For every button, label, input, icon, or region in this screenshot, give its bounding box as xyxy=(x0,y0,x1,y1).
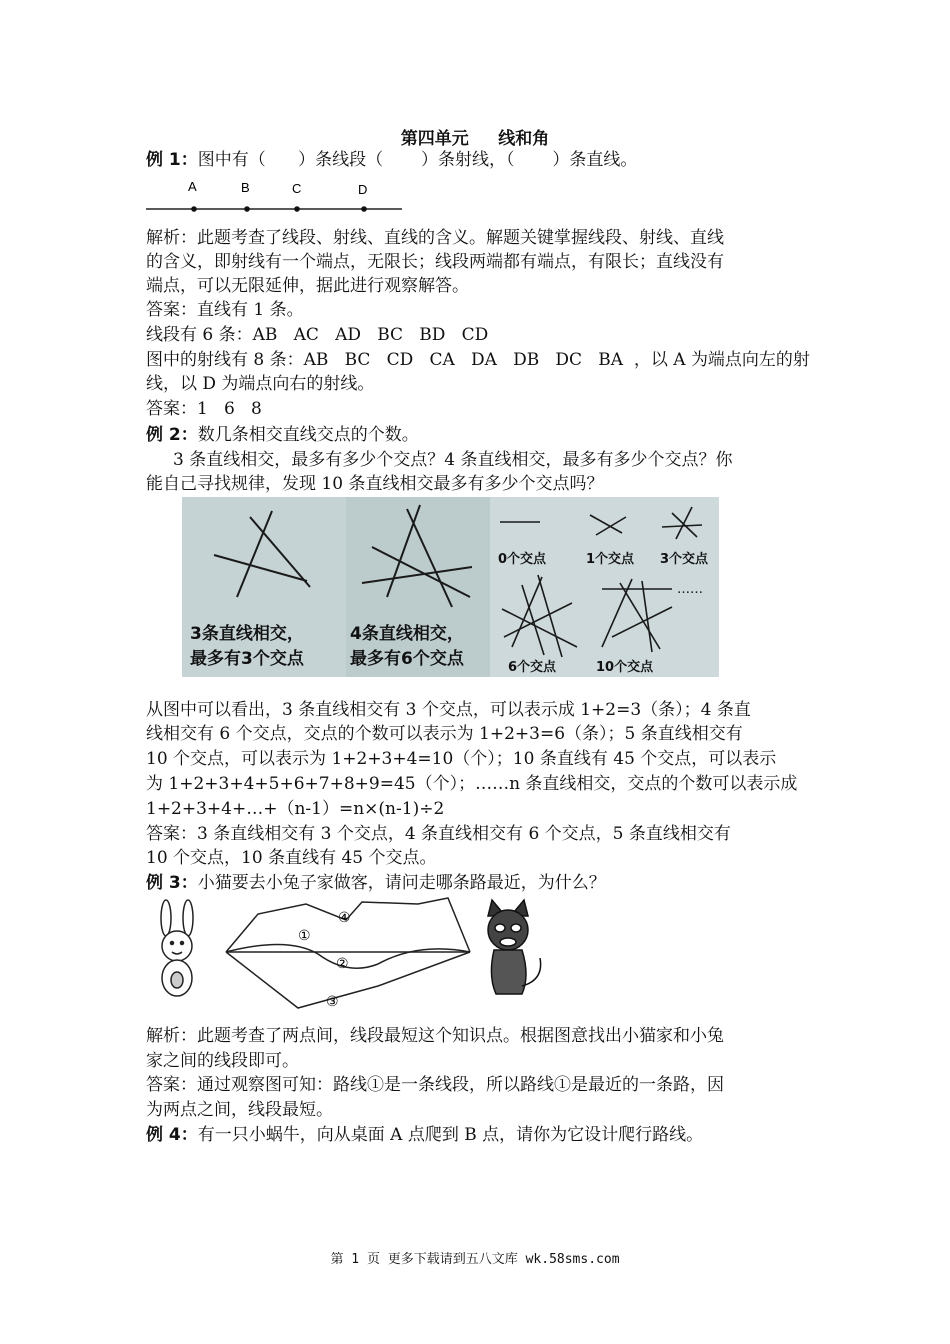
ex2-answer-line: 答案：3 条直线相交有 3 个交点，4 条直线相交有 6 个交点，5 条直线相交有 xyxy=(146,824,731,844)
ex3-label: 例 3： xyxy=(146,873,198,893)
ex1-label: 例 1： xyxy=(146,150,198,170)
route-label-3: ③ xyxy=(326,994,339,1010)
ex3-analysis-line: 解析：此题考查了两点间，线段最短这个知识点。根据图意找出小猫家和小兔 xyxy=(146,1026,724,1046)
point-b xyxy=(244,206,250,212)
page-title: 第四单元 线和角 xyxy=(400,129,550,149)
route-figure xyxy=(148,896,556,1012)
caption-zero: 0个交点 xyxy=(498,552,547,567)
route-label-2: ② xyxy=(336,956,349,972)
ex3-question: 例 3：小猫要去小兔子家做客，请问走哪条路最近，为什么？ xyxy=(146,873,606,893)
ex2-text-line: 为 1+2+3+4+5+6+7+8+9=45（个）；……n 条直线相交，交点的个数可以表示成 xyxy=(146,774,798,794)
ex2-text-line: 10 个交点，可以表示为 1+2+3+4=10（个）；10 条直线有 45 个交点，可以表示 xyxy=(146,749,777,769)
ex1-answer-line: 图中的射线有 8 条：AB BC CD CA DA DB DC BA ，以 A 为端点向左的射 xyxy=(146,350,810,370)
rabbit-icon xyxy=(161,900,193,996)
ex3-answer-line: 为两点之间，线段最短。 xyxy=(146,1100,333,1120)
caption-three-lines-1: 3条直线相交， xyxy=(190,624,304,644)
ex4-label: 例 4： xyxy=(146,1125,198,1145)
label-a: A xyxy=(188,179,197,194)
ex2-paragraph-line: 3 条直线相交，最多有多少个交点？4 条直线相交，最多有多少个交点？你 xyxy=(146,450,733,470)
ex2-text-line: 线相交有 6 个交点，交点的个数可以表示为 1+2+3=6（条）；5 条直线相交有 xyxy=(146,724,743,744)
caption-four-lines-2: 最多有6个交点 xyxy=(350,649,464,669)
caption-six: 6个交点 xyxy=(508,660,557,675)
ex1-answer-line: 答案：1 6 8 xyxy=(146,399,262,419)
route-label-1: ① xyxy=(298,928,311,944)
cat-icon xyxy=(488,900,541,994)
caption-one: 1个交点 xyxy=(586,552,635,567)
ex1-analysis-line: 的含义，即射线有一个端点，无限长；线段两端都有端点，有限长；直线没有 xyxy=(146,252,724,272)
ex4-question: 例 4：有一只小蜗牛，向从桌面 A 点爬到 B 点，请你为它设计爬行路线。 xyxy=(146,1125,704,1145)
ex1-answer-line: 线段有 6 条：AB AC AD BC BD CD xyxy=(146,325,489,345)
caption-four-lines-1: 4条直线相交， xyxy=(350,624,464,644)
label-b: B xyxy=(241,180,250,195)
ex3-analysis-line: 家之间的线段即可。 xyxy=(146,1051,299,1071)
ex1-answer-line: 线，以 D 为端点向右的射线。 xyxy=(146,374,375,394)
segment-figure xyxy=(146,176,404,216)
point-a xyxy=(191,206,197,212)
ex2-label: 例 2： xyxy=(146,425,198,445)
ellipsis: …… xyxy=(677,582,703,597)
point-c xyxy=(294,206,300,212)
ex2-text-line: 1+2+3+4+…+（n-1）=n×(n-1)÷2 xyxy=(146,799,445,819)
intersecting-lines-photo xyxy=(182,497,719,677)
ex1-answer-line: 答案：直线有 1 条。 xyxy=(146,300,304,320)
ex1-analysis-line: 端点，可以无限延伸，据此进行观察解答。 xyxy=(146,276,469,296)
route-label-4: ④ xyxy=(338,910,351,926)
label-d: D xyxy=(358,182,368,197)
caption-three: 3个交点 xyxy=(660,552,709,567)
ex3-answer-line: 答案：通过观察图可知：路线①是一条线段，所以路线①是最近的一条路，因 xyxy=(146,1075,724,1095)
ex1-analysis-line: 解析：此题考查了线段、射线、直线的含义。解题关键掌握线段、射线、直线 xyxy=(146,228,724,248)
page-footer: 第 1 页 更多下载请到五八文库 wk.58sms.com xyxy=(330,1252,620,1267)
ex2-question: 例 2：数几条相交直线交点的个数。 xyxy=(146,425,419,445)
caption-three-lines-2: 最多有3个交点 xyxy=(190,649,304,669)
label-c: C xyxy=(292,181,302,196)
ex2-answer-line: 10 个交点，10 条直线有 45 个交点。 xyxy=(146,848,437,868)
ex2-paragraph-line: 能自己寻找规律，发现 10 条直线相交最多有多少个交点吗？ xyxy=(146,474,604,494)
point-d xyxy=(361,206,367,212)
ex2-text-line: 从图中可以看出，3 条直线相交有 3 个交点，可以表示成 1+2=3（条）；4 条直 xyxy=(146,700,751,720)
ex1-question: 例 1：图中有（ ）条线段（ ）条射线，（ ）条直线。 xyxy=(146,150,638,170)
caption-ten: 10个交点 xyxy=(596,660,654,675)
